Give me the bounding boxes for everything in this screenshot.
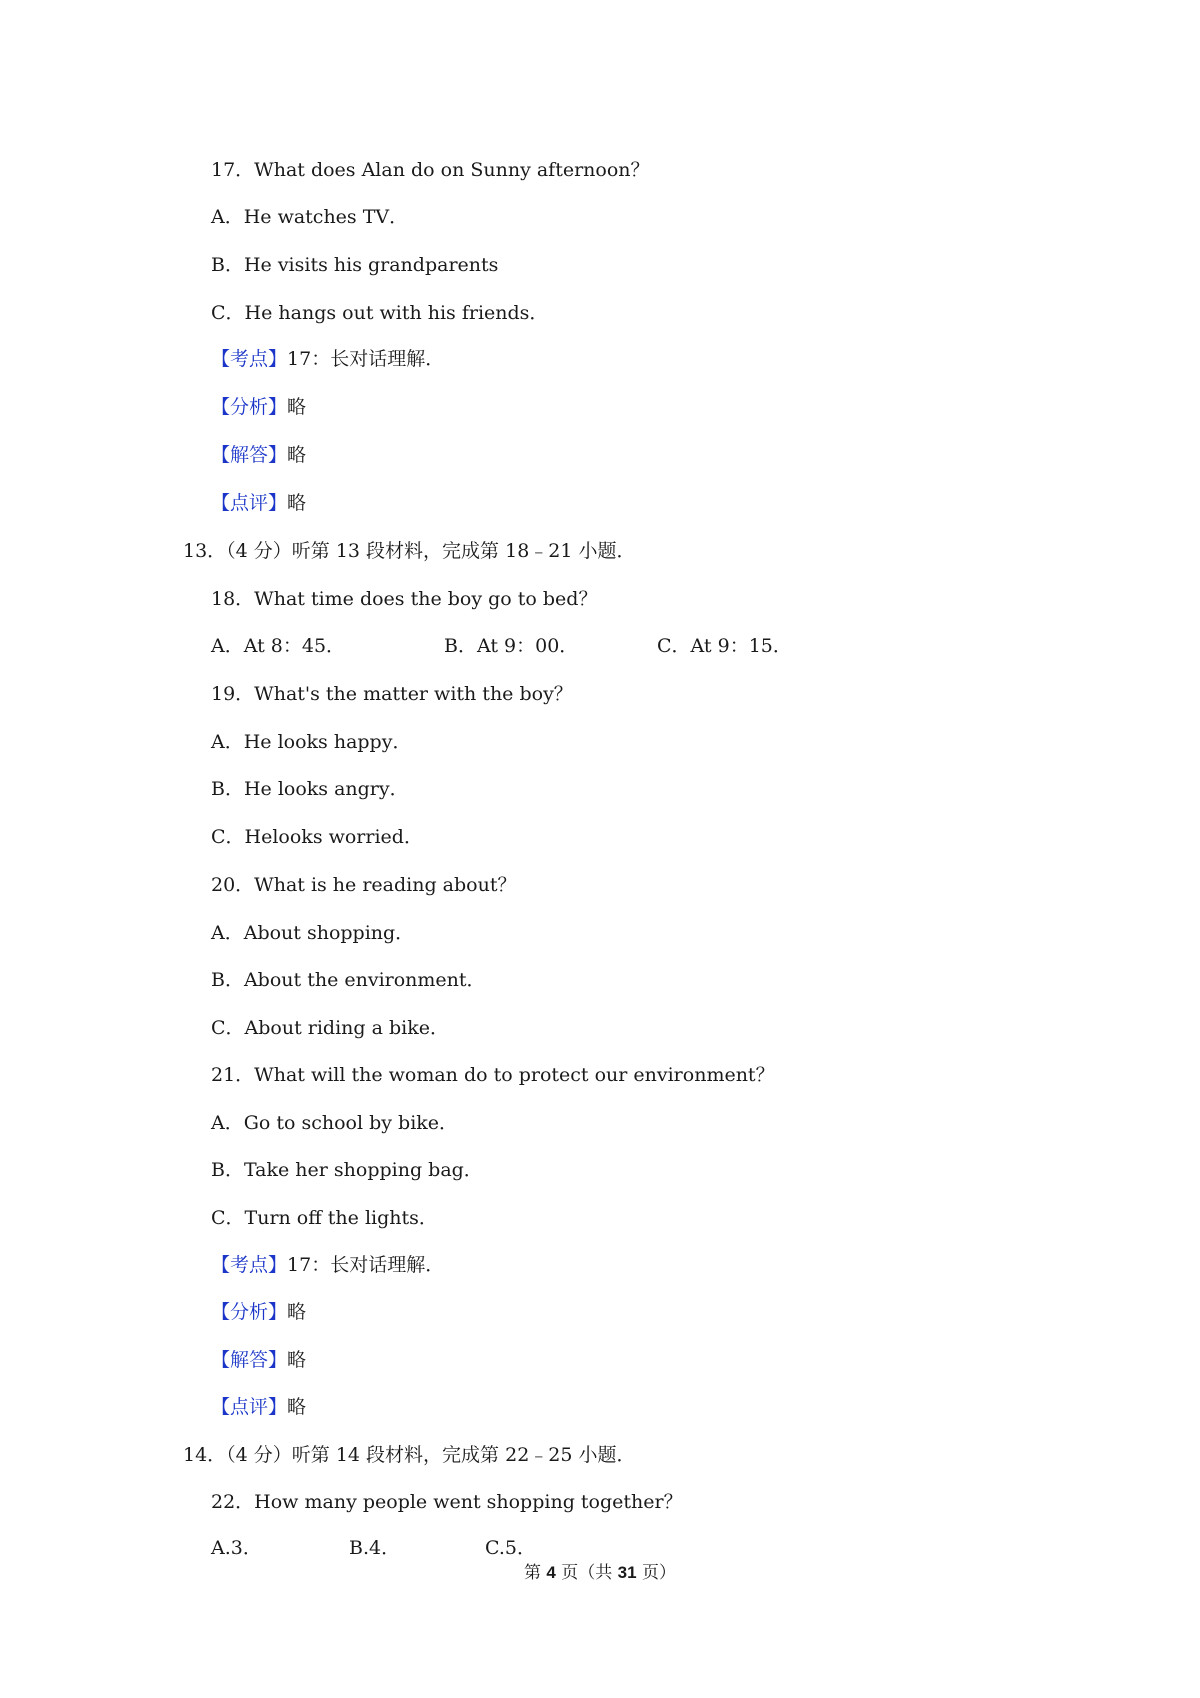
question-19-option-a: A．He looks happy． (211, 731, 412, 753)
dianping-row-2 (211, 1395, 306, 1419)
fenxi-text: 略 (287, 396, 307, 418)
kaodian-row-2 (211, 1253, 444, 1277)
question-21: 21．What will the woman do to protect our environment？ (211, 1064, 775, 1086)
question-21-option-c: C．Turn off the lights． (211, 1207, 438, 1229)
kaodian-text: 17：长对话理解． (287, 348, 445, 370)
footer-suffix: 页） (636, 1563, 676, 1583)
kaodian-tag: 【考点】 (211, 1254, 288, 1276)
question-19: 19．What's the matter with the boy？ (211, 683, 573, 705)
question-22-options (211, 1536, 536, 1560)
fenxi-row (211, 395, 306, 419)
question-22-option-c: C.5． (485, 1537, 536, 1559)
question-20: 20．What is he reading about？ (211, 874, 517, 896)
dianping-tag: 【点评】 (211, 492, 288, 514)
total-pages: 31 (617, 1563, 637, 1582)
kaodian-tag: 【考点】 (211, 348, 288, 370)
dianping-row (211, 491, 306, 515)
question-21-option-b: B．Take her shopping bag． (211, 1159, 483, 1181)
dianping-tag: 【点评】 (211, 1396, 288, 1418)
question-18-option-a: A．At 8：45． (211, 635, 346, 657)
question-17: 17．What does Alan do on Sunny afternoon？ (211, 159, 650, 181)
dianping-text: 略 (287, 492, 307, 514)
jieda-row-2 (211, 1348, 306, 1372)
fenxi-row-2 (211, 1300, 306, 1324)
question-18-options (211, 634, 792, 658)
question-20-option-c: C．About riding a bike． (211, 1017, 449, 1039)
question-17-option-b: B．He visits his grandparents (211, 254, 499, 276)
question-22-option-a: A.3． (211, 1537, 262, 1559)
footer-prefix: 第 (523, 1563, 547, 1583)
kaodian-text: 17：长对话理解． (287, 1254, 445, 1276)
jieda-text: 略 (287, 444, 307, 466)
question-22: 22．How many people went shopping together？ (211, 1491, 683, 1513)
question-22-option-b: B.4． (349, 1537, 401, 1559)
question-18-option-c: C．At 9：15． (657, 635, 792, 657)
question-17-option-c: C．He hangs out with his friends． (211, 302, 549, 324)
jieda-tag: 【解答】 (211, 444, 288, 466)
question-20-option-b: B．About the environment． (211, 969, 486, 991)
jieda-row (211, 443, 306, 467)
question-21-option-a: A．Go to school by bike． (211, 1112, 459, 1134)
jieda-tag: 【解答】 (211, 1349, 288, 1371)
question-20-option-a: A．About shopping． (211, 922, 415, 944)
question-18-option-b: B．At 9：00． (444, 635, 579, 657)
fenxi-tag: 【分析】 (211, 1301, 288, 1323)
page-footer (0, 1562, 1200, 1584)
fenxi-tag: 【分析】 (211, 396, 288, 418)
section-13-heading: 13．（4 分）听第 13 段材料，完成第 18﹣21 小题． (183, 540, 636, 562)
section-14-heading: 14．（4 分）听第 14 段材料，完成第 22﹣25 小题． (183, 1444, 636, 1466)
question-19-option-c: C．Helooks worried． (211, 826, 423, 848)
question-17-option-a: A．He watches TV． (211, 206, 409, 228)
question-19-option-b: B．He looks angry． (211, 778, 409, 800)
fenxi-text: 略 (287, 1301, 307, 1323)
kaodian-row (211, 347, 444, 371)
question-18: 18．What time does the boy go to bed？ (211, 588, 598, 610)
page-number: 4 (546, 1563, 556, 1582)
footer-middle: 页（共 (555, 1563, 618, 1583)
jieda-text: 略 (287, 1349, 307, 1371)
dianping-text: 略 (287, 1396, 307, 1418)
